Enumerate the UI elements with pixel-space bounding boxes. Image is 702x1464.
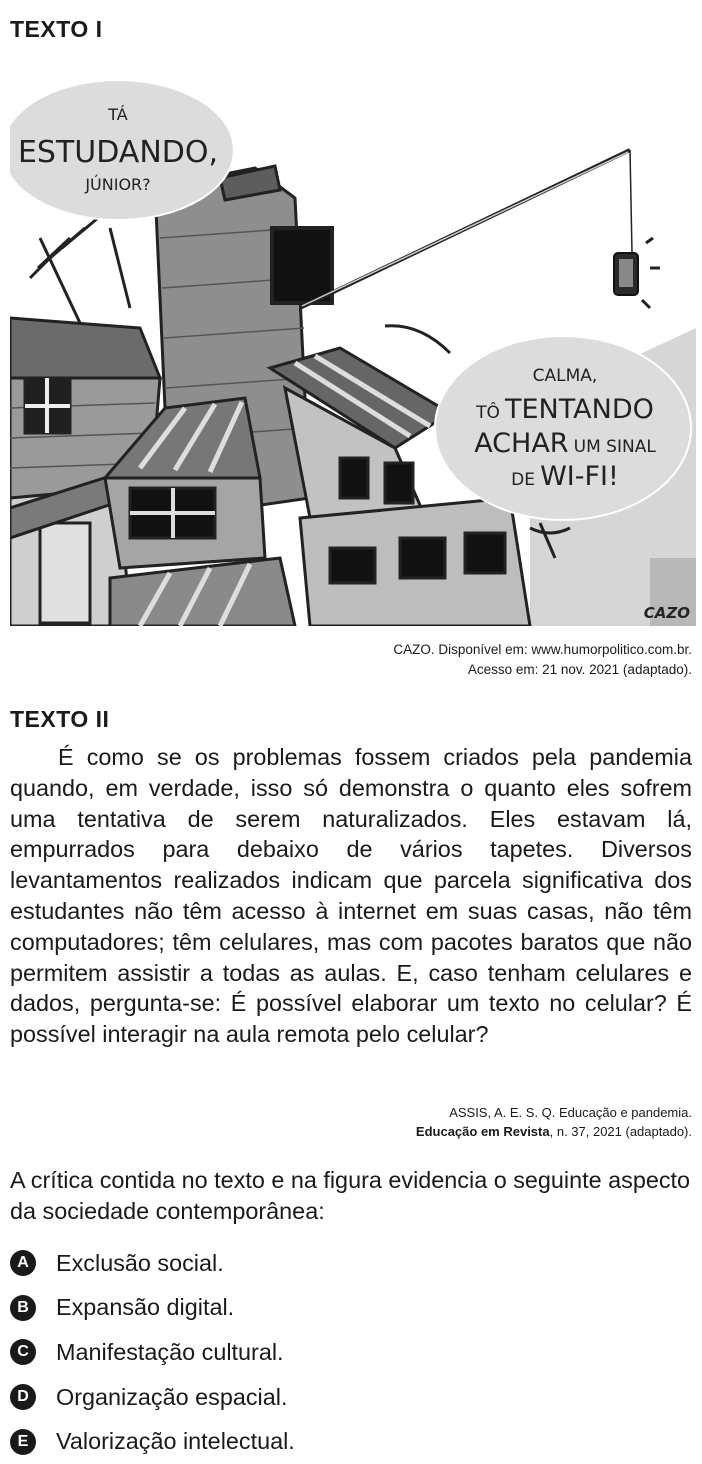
bubble-left-line1: TÁ [108,105,128,124]
option-letter-badge: E [10,1429,36,1455]
option-text: Expansão digital. [56,1294,235,1321]
texto-i-source [393,640,692,680]
texto-ii-paragraph: É como se os problemas fossem criados pela pandemia quando, em verdade, isso só demonstra o quanto eles sofrem uma tentativa de serem naturalizados. Eles estavam lá, empurrados para debaixo de vários tapetes. Diversos levantamentos realizados indicam que parcela significativa dos estudantes não têm acesso à internet em suas casas, não têm computadores; têm celulares, mas com pacotes baratos que não permitem assistir a todas as aulas. E, caso tenham celulares e dados, pergunta-se: É possível elaborar um texto no celular? É possível interagir na aula remota pelo celular? [10,744,692,1048]
source-line-2: Educação em Revista, n. 37, 2021 (adaptado). [415,1124,692,1139]
texto-ii-heading: TEXTO II [10,706,110,732]
option-e[interactable] [10,1419,295,1464]
answer-options [10,1241,295,1464]
texto-ii-body [10,742,692,1050]
question-stem: A crítica contida no texto e na figura evidencia o seguinte aspecto da sociedade contemporânea: [10,1167,691,1224]
source-line-1: CAZO. Disponível em: www.humorpolitico.com.br. [393,642,692,657]
bubble-left-line2: ESTUDANDO, [17,135,219,170]
cartoon-signature: CAZO [643,604,690,622]
bubble-right-line2: TÔ TENTANDO [476,394,654,425]
option-text: Organização espacial. [56,1383,288,1410]
option-d[interactable] [10,1375,295,1420]
source-line-1: ASSIS, A. E. S. Q. Educação e pandemia. [449,1105,692,1120]
bubble-right-line3: ACHAR UM SINAL [474,428,656,459]
option-b[interactable] [10,1286,295,1331]
bubble-right-line4: DE WI-FI! [511,461,619,492]
source-line-2: Acesso em: 21 nov. 2021 (adaptado). [467,662,692,677]
texto-ii-source [416,1103,692,1141]
journal-title: Educação em Revista [415,1124,550,1139]
bubble-right-line1: CALMA, [532,366,598,386]
option-letter-badge: D [10,1384,36,1410]
texto-i-heading: TEXTO I [10,16,103,42]
option-letter-badge: C [10,1339,36,1365]
cartoon-image [10,78,696,626]
bubble-left-line3: JÚNIOR? [85,175,151,194]
option-text: Manifestação cultural. [56,1338,284,1365]
option-a[interactable] [10,1241,295,1286]
option-letter-badge: A [10,1250,36,1276]
option-c[interactable] [10,1330,295,1375]
option-text: Valorização intelectual. [56,1428,295,1455]
option-letter-badge: B [10,1295,36,1321]
option-text: Exclusão social. [56,1249,224,1276]
